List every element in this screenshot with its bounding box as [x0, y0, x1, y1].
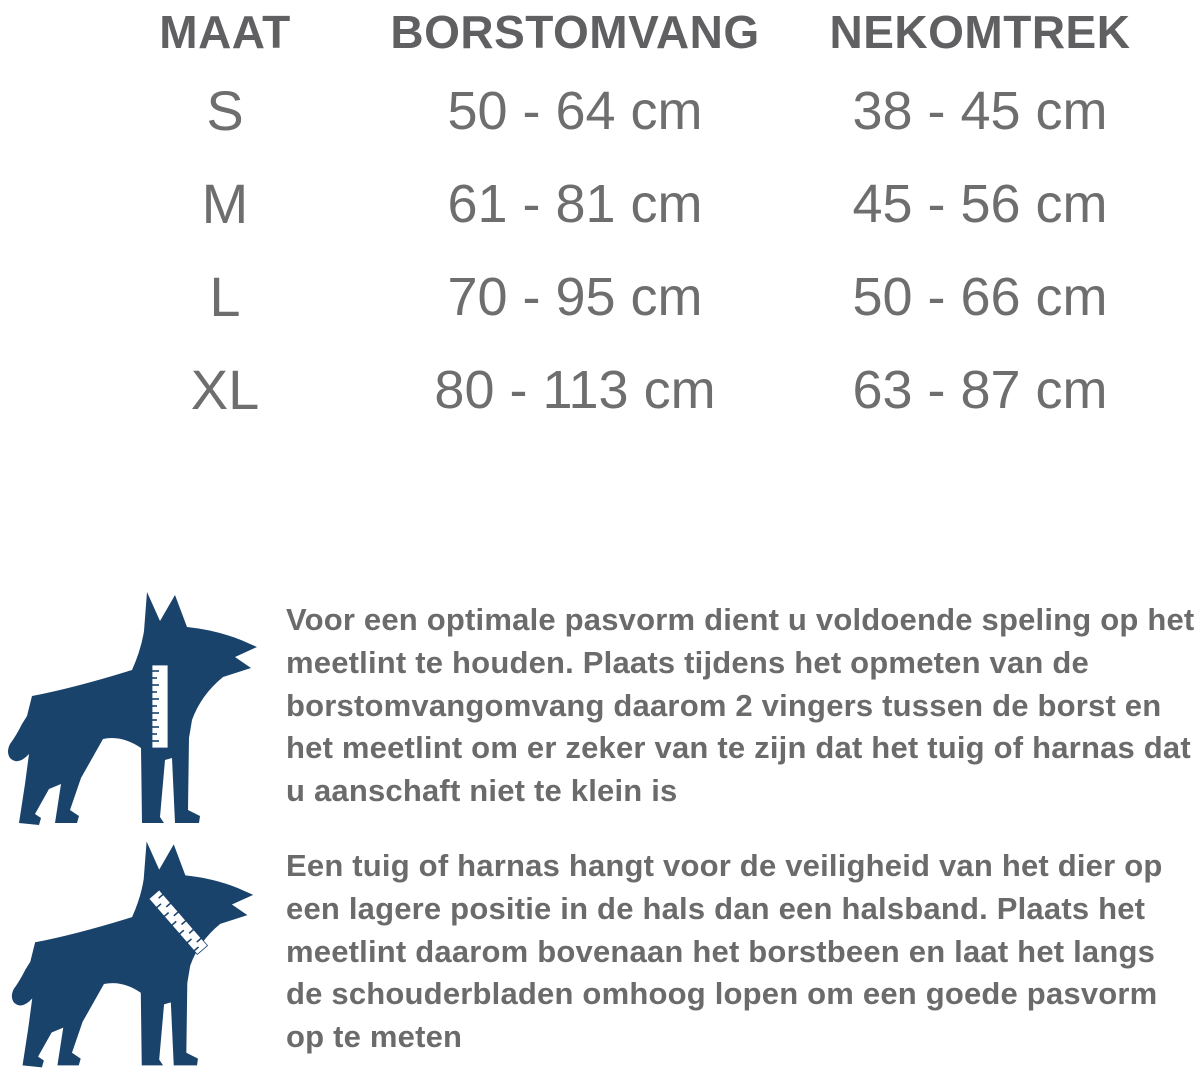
column-header-maat: MAAT: [159, 6, 291, 58]
note-neck-text: Een tuig of harnas hangt voor de veiligheid van het dier op een lagere positie in de hals dan een halsband. Plaats het meetlint daarom bovenaan het borstbeen en laat het langs de schouderbladen omhoog lopen om een goede pasvorm op te meten: [286, 848, 1163, 1055]
table-row-l-size: L: [209, 265, 241, 328]
table-row-xl-neck: 63 - 87 cm: [852, 359, 1108, 420]
size-chart-table: [60, 0, 1200, 436]
column-header-borstomvang: BORSTOMVANG: [390, 6, 760, 58]
table-row-s-chest: 50 - 64 cm: [447, 80, 703, 141]
dog-chest-measuring-tape-icon: [0, 585, 268, 827]
table-row-m-neck: 45 - 56 cm: [852, 173, 1108, 234]
table-row-s-size: S: [206, 79, 244, 142]
table-row-l-chest: 70 - 95 cm: [447, 266, 703, 327]
measuring-tape-vertical: [152, 665, 168, 748]
table-row-m-chest: 61 - 81 cm: [447, 173, 703, 234]
column-header-nekomtrek: NEKOMTREK: [829, 6, 1131, 58]
dog-neck-measuring-tape-icon: [0, 835, 268, 1069]
table-row-l-neck: 50 - 66 cm: [852, 266, 1108, 327]
note-neck-measurement: [0, 835, 1200, 1069]
note-chest-measurement: [0, 585, 1200, 827]
table-row-xl-chest: 80 - 113 cm: [434, 359, 716, 420]
measuring-instructions: [0, 585, 1200, 1069]
table-row-s-neck: 38 - 45 cm: [852, 80, 1108, 141]
table-row-xl-size: XL: [190, 358, 260, 421]
table-row-m-size: M: [201, 172, 249, 235]
note-chest-text: Voor een optimale pasvorm dient u voldoende speling op het meetlint te houden. Plaats tijdens het opmeten van de borstomvangomvang daarom 2 vingers tussen de borst en het meetlint om er zeker van te zijn dat het tuig of harnas dat u aanschaft niet te klein is: [286, 602, 1195, 809]
